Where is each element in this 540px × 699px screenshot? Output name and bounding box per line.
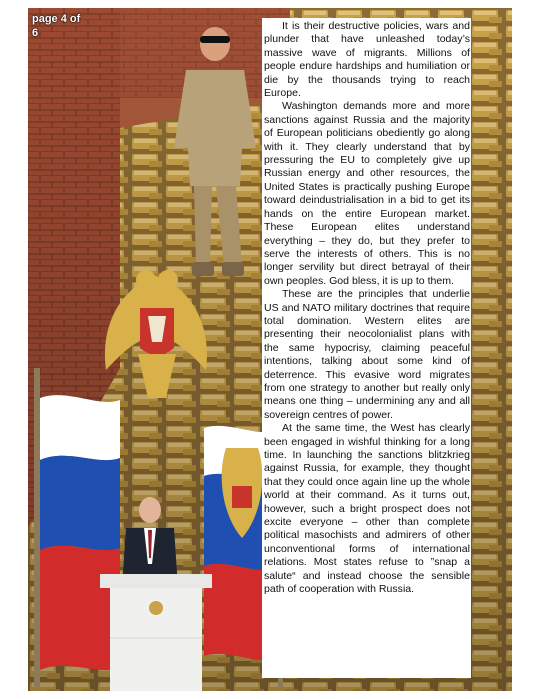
paragraph: At the same time, the West has clearly been engaged in wishful thinking for a long time. In launching the sanctions blitzkrieg against Russia, for example, they thought that they could once again line up the whole world at their command. As it turns out, however, such a bright prospect does not excite everyone – other than complete political masochists and admirers of other unconventional forms of international relations. Most states refuse to ”snap a salute“ and instead choose the sensible path of cooperation with Russia. [264, 422, 470, 596]
page-indicator: page 4 of 6 [32, 13, 81, 39]
paragraph: Washington demands more and more sanctions against Russia and the majority of European politicians obediently go along with it. They clearly understand that by pressuring the EU to completely give up Russian energy and other resources, the United States is practically pushing Europe toward deindustrialisation in a bid to get its hands on the entire European market. These European elites understand everything – they do, but they prefer to serve the interests of others. This is no longer servility but direct betrayal of their own peoples. God bless, it is up to them. [264, 100, 470, 287]
article-body [264, 20, 470, 596]
paragraph: These are the principles that underlie US and NATO military doctrines that require total domination. Western elites are presenting their neocolonialist plans with the same hypocrisy, claiming peaceful intentions, talking about some kind of deterrence. This evasive word migrates from one strategy to another but really only means one thing – undermining any and all sovereign centres of power. [264, 288, 470, 421]
russian-flag [34, 368, 120, 688]
podium [100, 574, 212, 691]
paragraph: It is their destructive policies, wars and plunder that have unleashed today’s massive wave of migrants. Millions of people endure hardships and humiliation or die by the thousands trying to reach Europe. [264, 20, 470, 100]
